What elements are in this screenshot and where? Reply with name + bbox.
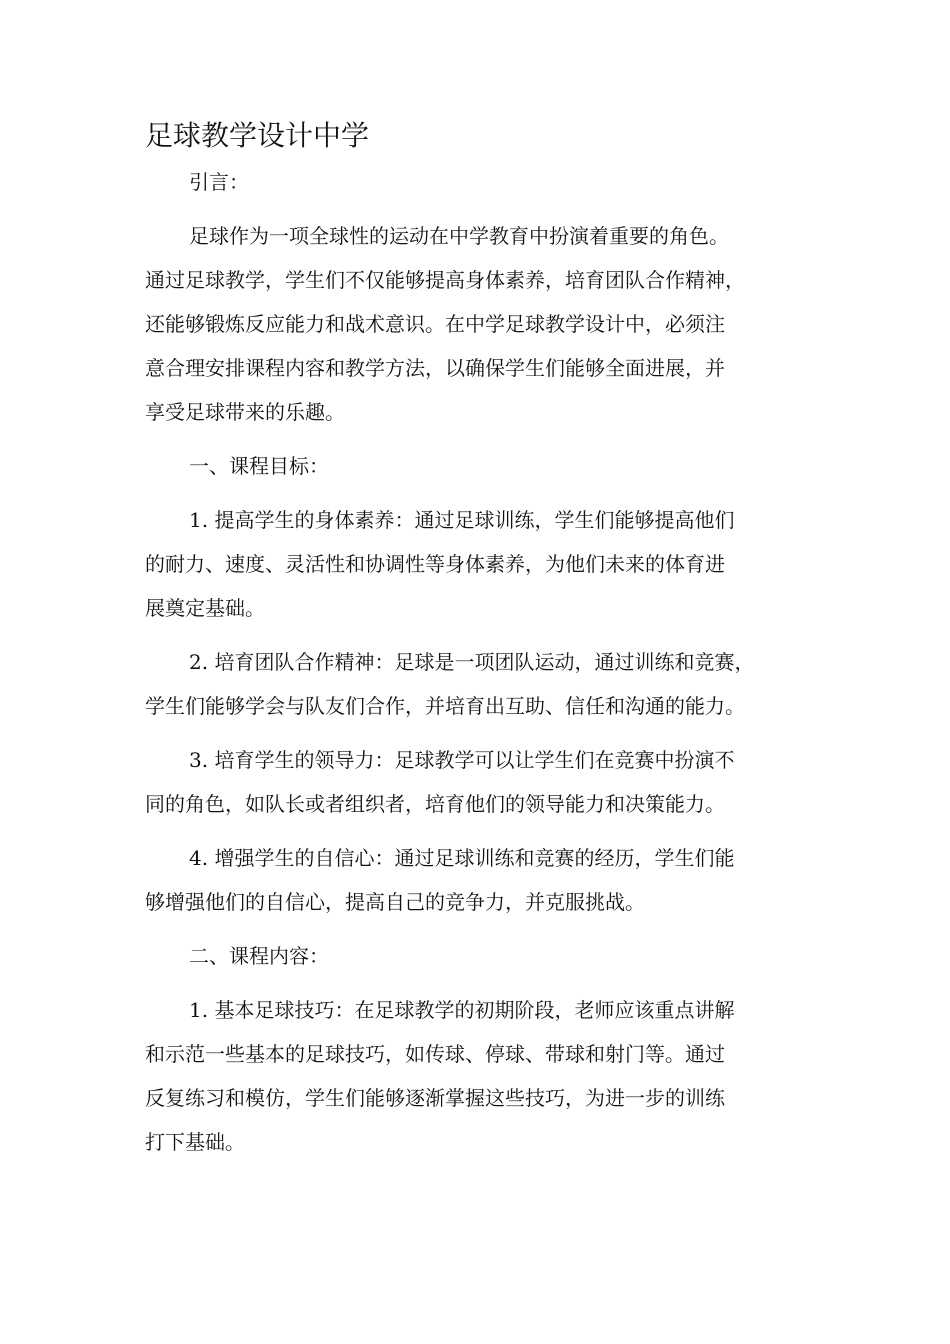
list-item (145, 836, 810, 924)
paragraph-line: 足球作为一项全球性的运动在中学教育中扮演着重要的角色。 (189, 224, 729, 248)
document-body (145, 160, 810, 1174)
paragraph-line: 还能够锻炼反应能力和战术意识。在中学足球教学设计中，必须注 (145, 312, 725, 336)
list-item (145, 738, 810, 826)
paragraph-line: 同的角色，如队长或者组织者，培育他们的领导能力和决策能力。 (145, 792, 725, 816)
paragraph-line: 的耐力、速度、灵活性和协调性等身体素养，为他们未来的体育进 (145, 552, 725, 576)
paragraph-line: 够增强他们的自信心，提高自己的竞争力，并克服挑战。 (145, 890, 645, 914)
list-item (145, 498, 810, 630)
list-item (145, 640, 810, 728)
paragraph-line: 1. 提高学生的身体素养：通过足球训练，学生们能够提高他们 (189, 508, 735, 532)
paragraph-line: 学生们能够学会与队友们合作，并培育出互助、信任和沟通的能力。 (145, 694, 745, 718)
paragraph-line: 和示范一些基本的足球技巧，如传球、停球、带球和射门等。通过 (145, 1042, 725, 1066)
paragraph-line: 4. 增强学生的自信心：通过足球训练和竞赛的经历，学生们能 (189, 846, 735, 870)
paragraph (145, 214, 810, 434)
paragraph-line: 2. 培育团队合作精神：足球是一项团队运动，通过训练和竞赛， (189, 650, 755, 674)
section-heading (145, 934, 810, 978)
paragraph-line: 展奠定基础。 (145, 596, 265, 620)
list-item (145, 988, 810, 1164)
paragraph-line: 3. 培育学生的领导力：足球教学可以让学生们在竞赛中扮演不 (189, 748, 735, 772)
paragraph-line: 引言： (189, 170, 249, 194)
paragraph-line: 反复练习和模仿，学生们能够逐渐掌握这些技巧，为进一步的训练 (145, 1086, 725, 1110)
paragraph (145, 160, 810, 204)
paragraph-line: 享受足球带来的乐趣。 (145, 400, 345, 424)
paragraph-line: 1. 基本足球技巧：在足球教学的初期阶段，老师应该重点讲解 (189, 998, 735, 1022)
paragraph-line: 通过足球教学，学生们不仅能够提高身体素养，培育团队合作精神， (145, 268, 745, 292)
paragraph-line: 打下基础。 (145, 1130, 245, 1154)
paragraph-line: 一、课程目标： (189, 454, 329, 478)
document-title: 足球教学设计中学 (145, 119, 370, 152)
section-heading (145, 444, 810, 488)
paragraph-line: 二、课程内容： (189, 944, 329, 968)
paragraph-line: 意合理安排课程内容和教学方法，以确保学生们能够全面进展，并 (145, 356, 725, 380)
